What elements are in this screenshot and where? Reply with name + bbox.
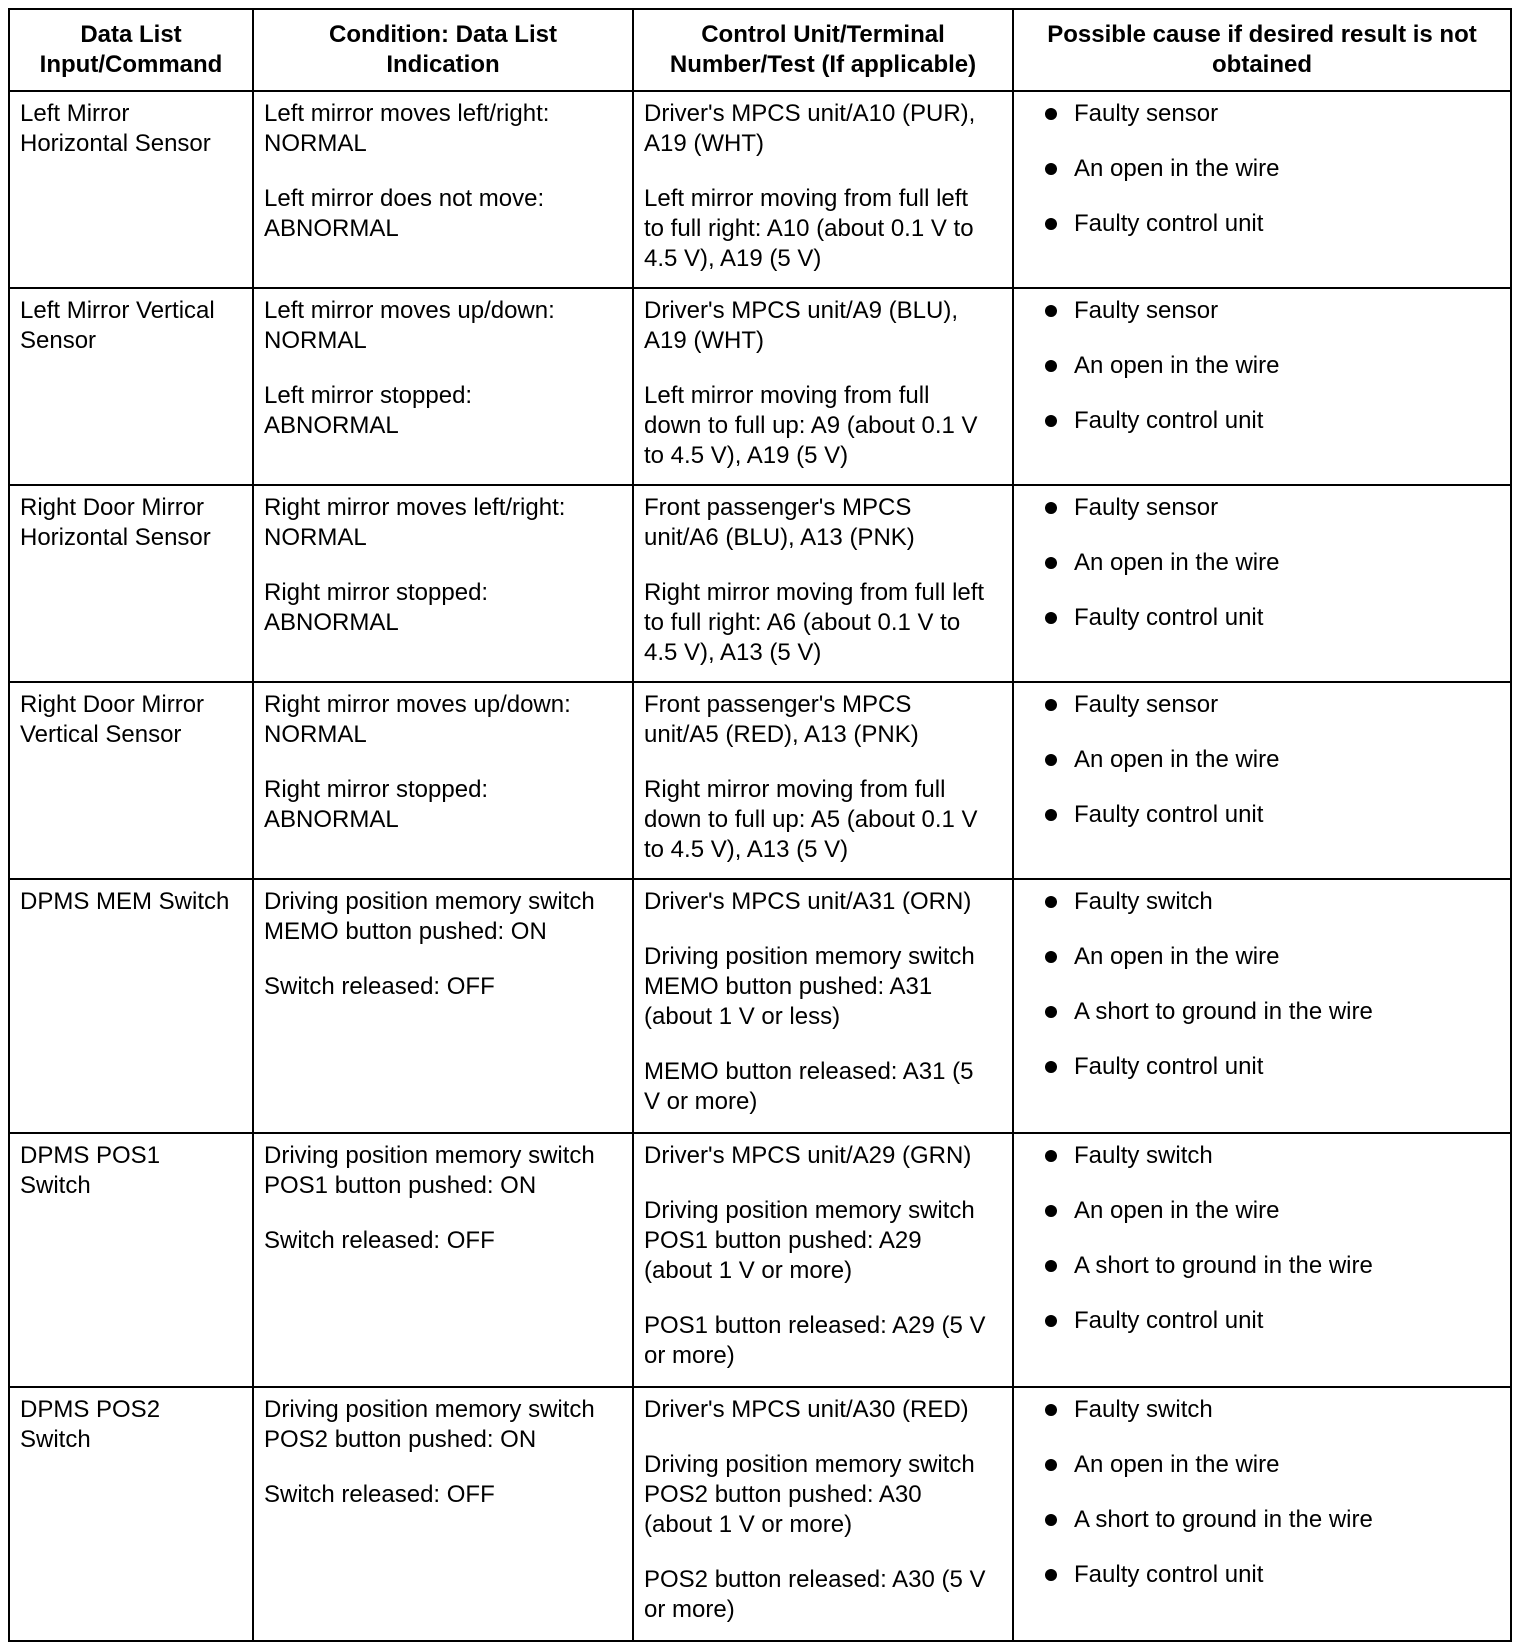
- table-row: [9, 1133, 1511, 1387]
- cause-text: Faulty sensor: [1074, 493, 1219, 521]
- data-list-item: Right Door Mirror Vertical Sensor: [9, 682, 253, 879]
- condition-text: Driving position memory switch POS1 button pushed: ON: [264, 1141, 595, 1199]
- table-row: [9, 682, 1511, 879]
- cause-list: [1024, 690, 1500, 830]
- table-body: [9, 91, 1511, 1641]
- cause-cell: [1013, 91, 1511, 288]
- terminal-text: Driver's MPCS unit/A29 (GRN): [644, 1141, 972, 1169]
- bullet-icon: [1045, 612, 1057, 624]
- bullet-icon: [1045, 305, 1057, 317]
- terminal-cell: [633, 682, 1013, 879]
- bullet-icon: [1045, 502, 1057, 514]
- terminal-cell: [633, 91, 1013, 288]
- bullet-icon: [1045, 1061, 1057, 1073]
- cause-item: [1024, 1196, 1500, 1226]
- condition-text: Driving position memory switch MEMO button pushed: ON: [264, 887, 595, 945]
- condition-text: Switch released: OFF: [264, 972, 495, 1000]
- terminal-text: Driving position memory switch MEMO button pushed: A31 (about 1 V or less): [644, 942, 975, 1030]
- cause-item: [1024, 1560, 1500, 1590]
- bullet-icon: [1045, 1404, 1057, 1416]
- terminal-text: Driver's MPCS unit/A10 (PUR), A19 (WHT): [644, 100, 976, 157]
- cause-text: Faulty control unit: [1074, 1306, 1264, 1334]
- cause-text: Faulty control unit: [1074, 800, 1264, 828]
- cause-item: [1024, 603, 1500, 633]
- terminal-text: Front passenger's MPCS unit/A5 (RED), A13 (PNK): [644, 690, 919, 748]
- bullet-icon: [1045, 809, 1057, 821]
- bullet-icon: [1045, 1150, 1057, 1162]
- cause-item: [1024, 1306, 1500, 1336]
- terminal-text: POS1 button released: A29 (5 V or more): [644, 1311, 986, 1369]
- data-list-item: DPMS MEM Switch: [9, 879, 253, 1133]
- cause-text: Faulty switch: [1074, 1395, 1213, 1423]
- condition-text: Right mirror stopped: ABNORMAL: [264, 578, 489, 636]
- terminal-cell: [633, 485, 1013, 682]
- cause-text: An open in the wire: [1074, 942, 1280, 970]
- condition-cell: [253, 485, 633, 682]
- bullet-icon: [1045, 896, 1057, 908]
- condition-text: Driving position memory switch POS2 button pushed: ON: [264, 1395, 595, 1453]
- cause-text: Faulty control unit: [1074, 210, 1264, 237]
- cause-cell: [1013, 485, 1511, 682]
- bullet-icon: [1045, 754, 1057, 766]
- condition-text: Left mirror does not move: ABNORMAL: [264, 185, 545, 242]
- cause-text: An open in the wire: [1074, 155, 1280, 182]
- cause-list: [1024, 1395, 1500, 1590]
- data-list-item: Left Mirror Horizontal Sensor: [9, 91, 253, 288]
- header-row: [9, 9, 1511, 91]
- cause-cell: [1013, 288, 1511, 485]
- bullet-icon: [1045, 951, 1057, 963]
- terminal-text: Left mirror moving from full down to full up: A9 (about 0.1 V to 4.5 V), A19 (5 V): [644, 381, 978, 469]
- condition-cell: [253, 879, 633, 1133]
- terminal-text: Right mirror moving from full left to full right: A6 (about 0.1 V to 4.5 V), A13 (5 V): [644, 578, 985, 666]
- data-list-item: DPMS POS1 Switch: [9, 1133, 253, 1387]
- cause-text: An open in the wire: [1074, 1450, 1280, 1478]
- condition-text: Right mirror stopped: ABNORMAL: [264, 775, 489, 833]
- condition-cell: [253, 1387, 633, 1641]
- cause-text: An open in the wire: [1074, 1196, 1280, 1224]
- bullet-icon: [1045, 1569, 1057, 1581]
- header-possible-cause: Possible cause if desired result is not obtained: [1013, 9, 1511, 91]
- terminal-text: Front passenger's MPCS unit/A6 (BLU), A13 (PNK): [644, 493, 915, 551]
- table-row: [9, 288, 1511, 485]
- cause-item: [1024, 1505, 1500, 1535]
- bullet-icon: [1045, 557, 1057, 569]
- bullet-icon: [1045, 108, 1057, 120]
- cause-text: Faulty switch: [1074, 887, 1213, 915]
- cause-item: [1024, 942, 1500, 972]
- cause-item: [1024, 209, 1500, 239]
- terminal-text: Driving position memory switch POS2 button pushed: A30 (about 1 V or more): [644, 1450, 975, 1538]
- cause-list: [1024, 1141, 1500, 1336]
- cause-item: [1024, 493, 1500, 523]
- cause-item: [1024, 1450, 1500, 1480]
- cause-text: Faulty control unit: [1074, 406, 1264, 434]
- terminal-text: Left mirror moving from full left to full right: A10 (about 0.1 V to 4.5 V), A19 (5 V): [644, 185, 974, 272]
- terminal-text: Driver's MPCS unit/A31 (ORN): [644, 887, 972, 915]
- cause-text: Faulty sensor: [1074, 690, 1219, 718]
- terminal-cell: [633, 879, 1013, 1133]
- condition-text: Left mirror moves up/down: NORMAL: [264, 296, 555, 354]
- bullet-icon: [1045, 415, 1057, 427]
- cause-text: An open in the wire: [1074, 351, 1280, 379]
- cause-text: A short to ground in the wire: [1074, 997, 1373, 1025]
- table-row: [9, 485, 1511, 682]
- cause-item: [1024, 406, 1500, 436]
- cause-text: A short to ground in the wire: [1074, 1251, 1373, 1279]
- cause-list: [1024, 99, 1500, 239]
- cause-item: [1024, 1251, 1500, 1281]
- cause-item: [1024, 296, 1500, 326]
- header-input-command: Data List Input/Command: [9, 9, 253, 91]
- condition-text: Switch released: OFF: [264, 1480, 495, 1508]
- condition-text: Right mirror moves up/down: NORMAL: [264, 690, 571, 748]
- cause-item: [1024, 548, 1500, 578]
- cause-cell: [1013, 879, 1511, 1133]
- bullet-icon: [1045, 1205, 1057, 1217]
- cause-cell: [1013, 682, 1511, 879]
- cause-cell: [1013, 1387, 1511, 1641]
- condition-text: Right mirror moves left/right: NORMAL: [264, 493, 566, 551]
- bullet-icon: [1045, 1459, 1057, 1471]
- cause-item: [1024, 745, 1500, 775]
- cause-text: A short to ground in the wire: [1074, 1505, 1373, 1533]
- terminal-text: POS2 button released: A30 (5 V or more): [644, 1565, 986, 1623]
- data-list-item: Left Mirror Vertical Sensor: [9, 288, 253, 485]
- cause-item: [1024, 887, 1500, 917]
- terminal-text: MEMO button released: A31 (5 V or more): [644, 1057, 974, 1115]
- table-row: [9, 91, 1511, 288]
- bullet-icon: [1045, 1514, 1057, 1526]
- cause-text: Faulty sensor: [1074, 296, 1219, 324]
- table-row: [9, 879, 1511, 1133]
- condition-cell: [253, 682, 633, 879]
- data-list-item: Right Door Mirror Horizontal Sensor: [9, 485, 253, 682]
- terminal-cell: [633, 1133, 1013, 1387]
- cause-text: Faulty control unit: [1074, 603, 1264, 631]
- cause-cell: [1013, 1133, 1511, 1387]
- cause-text: An open in the wire: [1074, 745, 1280, 773]
- terminal-cell: [633, 1387, 1013, 1641]
- terminal-text: Driver's MPCS unit/A9 (BLU), A19 (WHT): [644, 296, 958, 354]
- cause-item: [1024, 1395, 1500, 1425]
- bullet-icon: [1045, 699, 1057, 711]
- bullet-icon: [1045, 218, 1057, 230]
- header-condition: Condition: Data List Indication: [253, 9, 633, 91]
- table-row: [9, 1387, 1511, 1641]
- cause-text: Faulty control unit: [1074, 1560, 1264, 1588]
- cause-item: [1024, 99, 1500, 129]
- bullet-icon: [1045, 163, 1057, 175]
- terminal-text: Right mirror moving from full down to full up: A5 (about 0.1 V to 4.5 V), A13 (5 V): [644, 775, 978, 863]
- condition-text: Switch released: OFF: [264, 1226, 495, 1254]
- cause-item: [1024, 690, 1500, 720]
- bullet-icon: [1045, 1260, 1057, 1272]
- cause-item: [1024, 1141, 1500, 1171]
- cause-item: [1024, 351, 1500, 381]
- data-list-table: [8, 8, 1512, 1642]
- cause-text: An open in the wire: [1074, 548, 1280, 576]
- bullet-icon: [1045, 360, 1057, 372]
- condition-text: Left mirror stopped: ABNORMAL: [264, 381, 473, 439]
- condition-cell: [253, 288, 633, 485]
- cause-item: [1024, 1052, 1500, 1082]
- cause-list: [1024, 296, 1500, 436]
- terminal-cell: [633, 288, 1013, 485]
- cause-item: [1024, 154, 1500, 184]
- cause-item: [1024, 800, 1500, 830]
- condition-text: Left mirror moves left/right: NORMAL: [264, 100, 550, 157]
- bullet-icon: [1045, 1006, 1057, 1018]
- cause-list: [1024, 887, 1500, 1082]
- terminal-text: Driver's MPCS unit/A30 (RED): [644, 1395, 969, 1423]
- cause-item: [1024, 997, 1500, 1027]
- header-control-unit-terminal: Control Unit/Terminal Number/Test (If applicable): [633, 9, 1013, 91]
- cause-list: [1024, 493, 1500, 633]
- cause-text: Faulty sensor: [1074, 100, 1219, 127]
- cause-text: Faulty control unit: [1074, 1052, 1264, 1080]
- data-list-item: DPMS POS2 Switch: [9, 1387, 253, 1641]
- bullet-icon: [1045, 1315, 1057, 1327]
- terminal-text: Driving position memory switch POS1 button pushed: A29 (about 1 V or more): [644, 1196, 975, 1284]
- cause-text: Faulty switch: [1074, 1141, 1213, 1169]
- condition-cell: [253, 1133, 633, 1387]
- condition-cell: [253, 91, 633, 288]
